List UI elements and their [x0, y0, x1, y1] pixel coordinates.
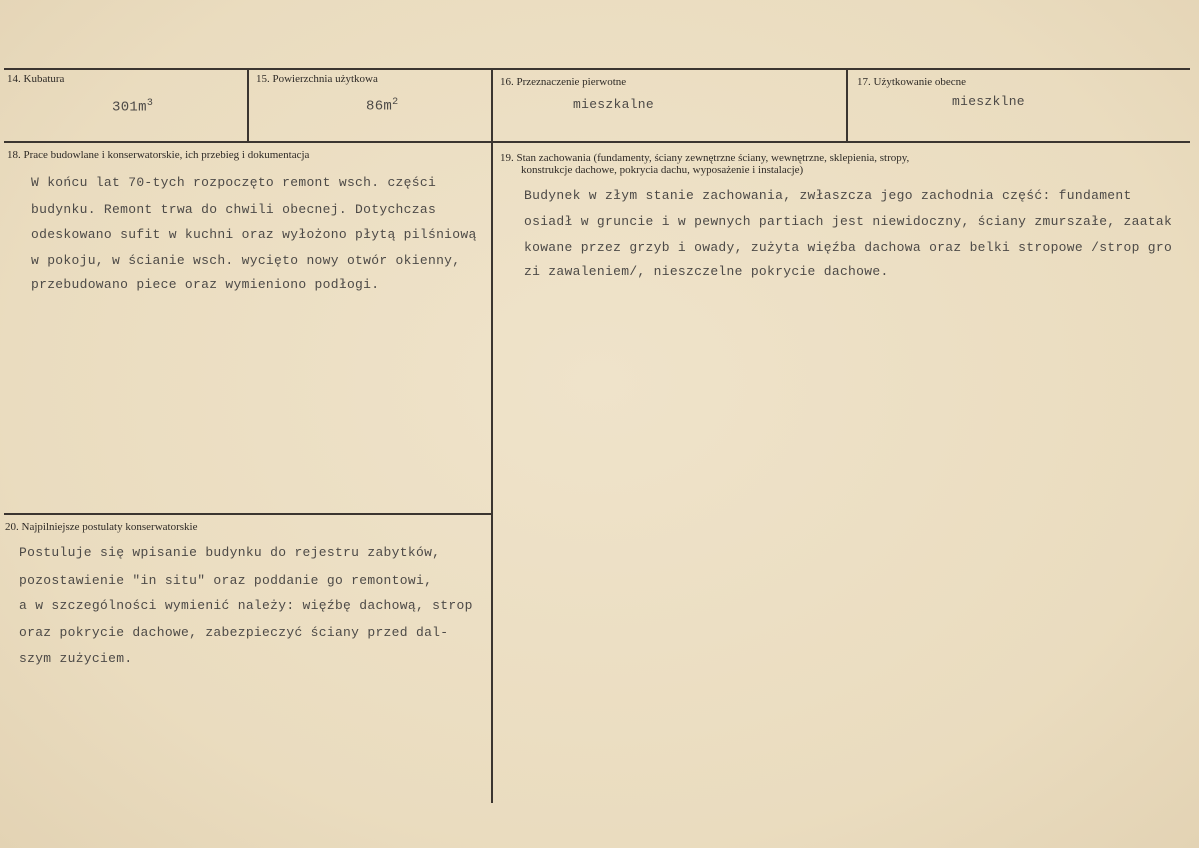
field-19-line: Budynek w złym stanie zachowania, zwłaszcza jego zachodnia część: fundament — [524, 188, 1132, 203]
field-19-label-line1: 19. Stan zachowania (fundamenty, ściany zewnętrzne ściany, wewnętrzne, sklepienia, stropy, — [500, 152, 910, 164]
area-value: 86m — [366, 98, 393, 115]
field-20-line: Postuluje się wpisanie budynku do rejestru zabytków, — [19, 545, 441, 560]
field-20-line: szym zużyciem. — [19, 651, 133, 666]
field-20-line: pozostawienie "in situ" oraz poddanie go remontowi, — [19, 573, 433, 588]
field-17-label: 17. Użytkowanie obecne — [857, 76, 967, 88]
field-17-value: mieszklne — [952, 94, 1025, 109]
field-14-label: 14. Kubatura — [7, 73, 65, 85]
col-divider-2 — [491, 69, 493, 803]
section-divider — [4, 513, 492, 515]
field-18-line: przebudowano piece oraz wymieniono podłogi. — [31, 277, 380, 292]
area-unit-exponent: 2 — [392, 97, 399, 108]
field-19-line: kowane przez grzyb i owady, zużyta więźba dachowa oraz belki stropowe /strop gro — [524, 240, 1173, 255]
col-divider-1 — [247, 69, 249, 142]
field-15-label: 15. Powierzchnia użytkowa — [256, 73, 378, 85]
volume-value: 301m — [112, 99, 147, 116]
col-divider-3 — [846, 69, 848, 142]
field-18-line: W końcu lat 70-tych rozpoczęto remont wsch. części — [31, 175, 437, 190]
top-rule — [4, 68, 1190, 70]
field-20-label: 20. Najpilniejsze postulaty konserwatorskie — [5, 521, 198, 533]
field-19-label-line2: konstrukcje dachowe, pokrycia dachu, wyposażenie i instalacje) — [521, 164, 804, 176]
field-19-line: osiadł w gruncie i w pewnych partiach jest niewidoczny, ściany zmurszałe, zaatak — [524, 214, 1173, 229]
volume-unit-exponent: 3 — [146, 98, 154, 109]
field-18-line: budynku. Remont trwa do chwili obecnej. Dotychczas — [31, 202, 437, 217]
row-divider — [4, 141, 1190, 143]
field-18-line: w pokoju, w ścianie wsch. wycięto nowy otwór okienny, — [31, 253, 461, 268]
field-16-label: 16. Przeznaczenie pierwotne — [500, 76, 627, 88]
field-18-line: odeskowano sufit w kuchni oraz wyłożono płytą pilśniową — [31, 227, 477, 242]
field-16-value: mieszkalne — [573, 97, 655, 112]
field-19-line: zi zawaleniem/, nieszczelne pokrycie dachowe. — [524, 264, 889, 279]
field-18-label: 18. Prace budowlane i konserwatorskie, ich przebieg i dokumentacja — [7, 149, 310, 161]
field-20-line: oraz pokrycie dachowe, zabezpieczyć ściany przed dal- — [19, 625, 449, 640]
field-15-value — [366, 97, 398, 115]
field-20-line: a w szczególności wymienić należy: więźbę dachową, strop — [19, 598, 473, 613]
field-14-value — [112, 98, 153, 116]
